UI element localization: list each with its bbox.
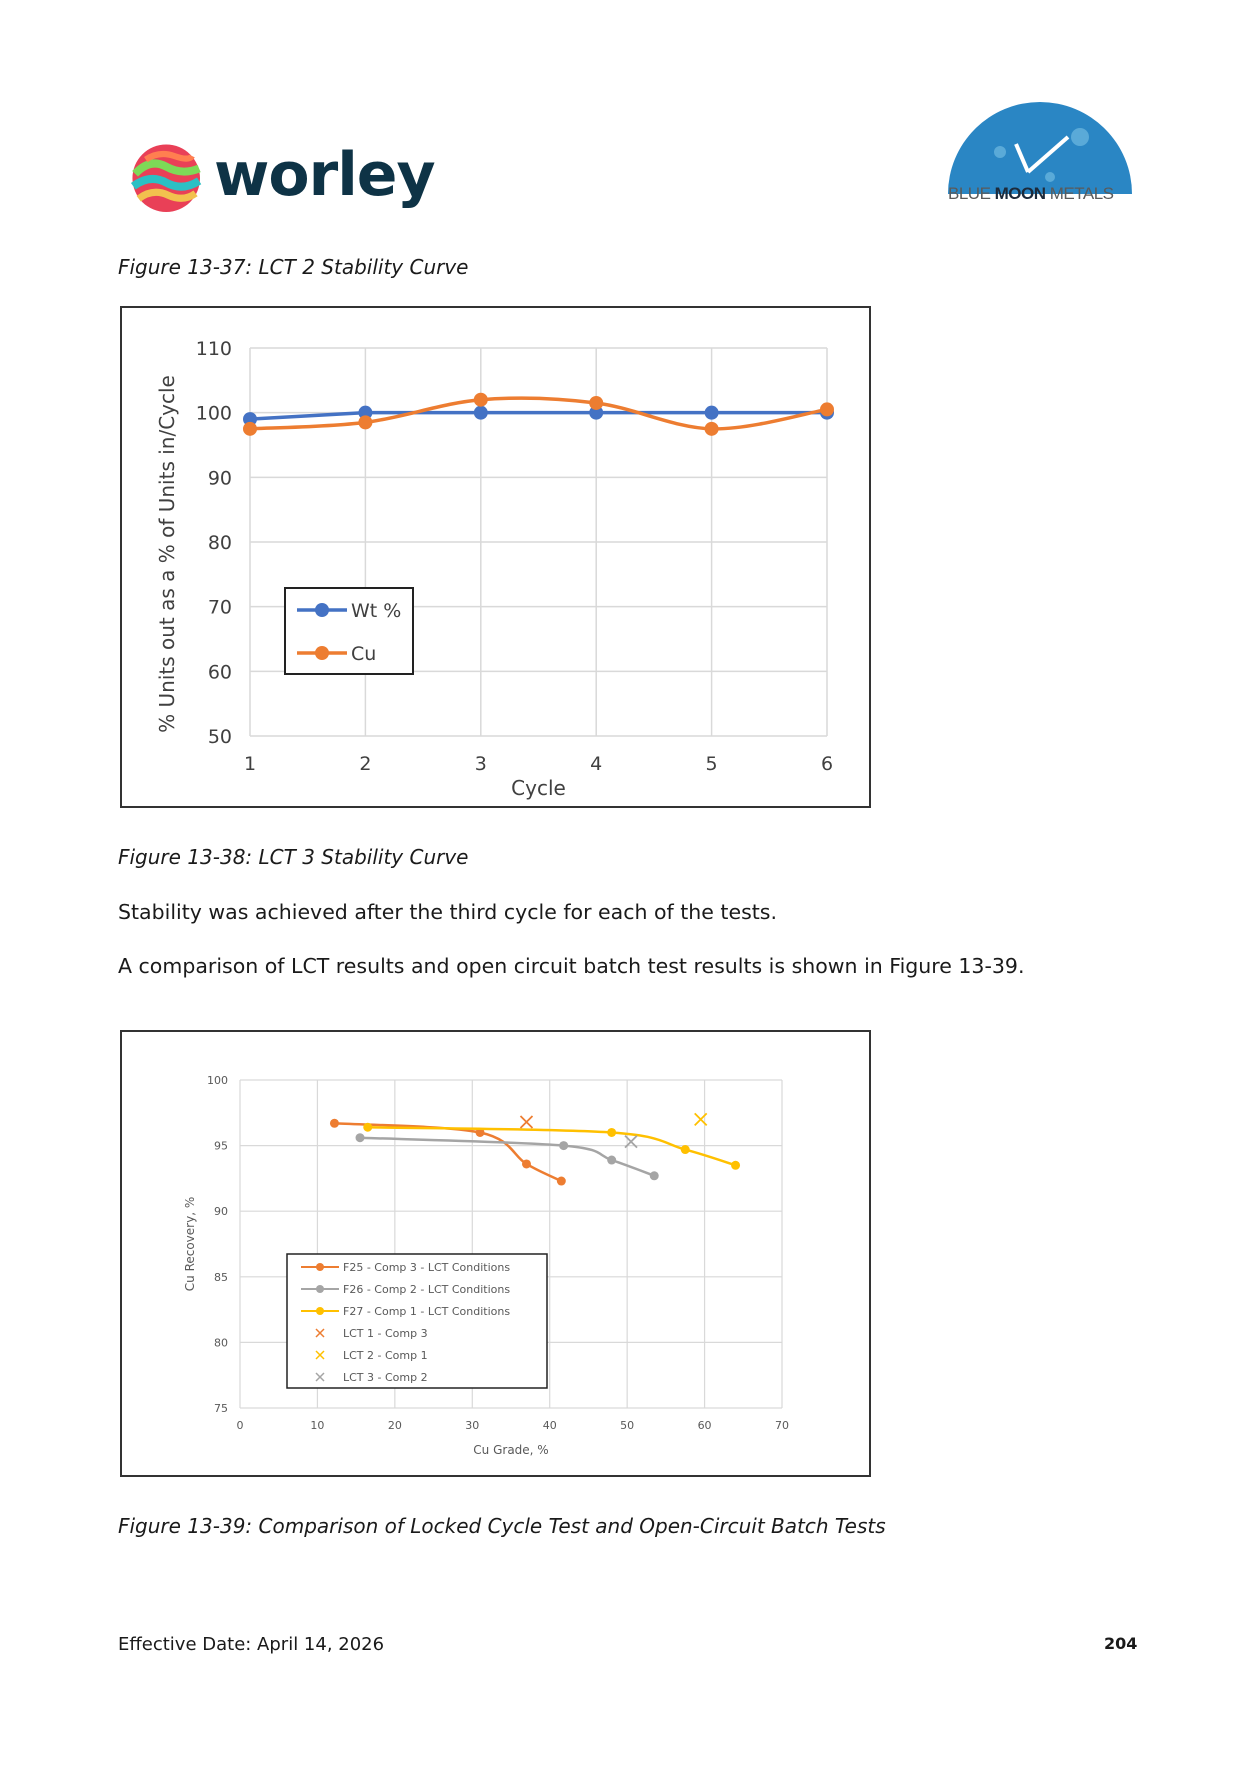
y-tick-label: 80 <box>214 1336 228 1350</box>
worley-logo-mark <box>128 140 208 220</box>
data-point <box>820 402 834 416</box>
x-tick-label: 70 <box>775 1419 789 1432</box>
x-tick-label: 50 <box>620 1419 635 1432</box>
y-tick-label: 70 <box>207 596 232 619</box>
x-tick-label: 60 <box>697 1419 712 1432</box>
worley-logo-text: worley <box>214 140 435 210</box>
figure-13-38-caption: Figure 13-38: LCT 3 Stability Curve <box>118 845 469 869</box>
data-point <box>650 1171 659 1180</box>
legend-label: Wt % <box>351 600 402 622</box>
x-tick-label: 4 <box>590 753 603 775</box>
data-point <box>330 1119 339 1128</box>
series-line <box>334 1123 561 1181</box>
data-point <box>474 406 488 420</box>
footer-effective-date: Effective Date: April 14, 2026 <box>118 1634 385 1655</box>
paragraph-comparison: A comparison of LCT results and open circuit batch test results is shown in Figure 13-39. <box>118 954 1025 978</box>
legend-marker <box>316 1263 324 1271</box>
figure-13-37-caption: Figure 13-37: LCT 2 Stability Curve <box>118 255 469 279</box>
data-point <box>363 1123 372 1132</box>
y-tick-label: 50 <box>207 726 232 748</box>
y-axis-title: % Units out as a % of Units in/Cycle <box>155 375 179 733</box>
y-tick-label: 75 <box>214 1402 228 1415</box>
y-tick-label: 100 <box>195 402 232 425</box>
x-tick-label: 1 <box>243 753 257 775</box>
data-point <box>705 422 719 436</box>
legend-box <box>287 1254 547 1388</box>
legend-label: LCT 1 - Comp 3 <box>343 1327 428 1340</box>
data-point <box>243 422 257 436</box>
data-point <box>681 1145 690 1154</box>
data-point <box>607 1128 616 1137</box>
x-tick-label: 10 <box>310 1419 325 1432</box>
comparison-chart-frame <box>120 1030 871 1477</box>
x-tick-label: 5 <box>705 753 718 775</box>
legend-label: LCT 2 - Comp 1 <box>343 1349 428 1362</box>
figure-13-39-caption: Figure 13-39: Comparison of Locked Cycle Test and Open-Circuit Batch Tests <box>118 1514 886 1538</box>
y-tick-label: 80 <box>207 532 232 554</box>
y-axis-title: Cu Recovery, % <box>183 1196 197 1292</box>
data-point <box>474 393 488 407</box>
legend-marker <box>316 1307 324 1315</box>
blue-moon-metals-logo-text: BLUE MOON METALS <box>948 184 1114 203</box>
lct-stability-chart-frame <box>120 306 871 808</box>
comparison-chart <box>122 1032 869 1475</box>
legend-label: Cu <box>351 643 377 665</box>
y-tick-label: 85 <box>214 1270 228 1284</box>
series-line <box>368 1127 736 1165</box>
x-tick-label: 2 <box>359 753 372 775</box>
data-point <box>557 1177 566 1186</box>
x-tick-label: 3 <box>474 753 487 775</box>
data-point <box>589 396 603 410</box>
legend-label: F26 - Comp 2 - LCT Conditions <box>343 1283 511 1296</box>
legend-marker <box>315 646 329 660</box>
series-line-wt- <box>250 413 827 419</box>
x-tick-label: 0 <box>236 1419 244 1432</box>
x-axis-title: Cycle <box>511 776 566 800</box>
legend-marker <box>316 1285 324 1293</box>
data-point <box>356 1133 365 1142</box>
x-tick-label: 6 <box>820 753 834 775</box>
data-point <box>358 415 372 429</box>
y-tick-label: 60 <box>207 661 232 684</box>
data-point-x <box>520 1116 532 1128</box>
data-point <box>705 406 719 420</box>
paragraph-stability: Stability was achieved after the third cycle for each of the tests. <box>118 900 777 924</box>
data-point <box>731 1161 740 1170</box>
data-point <box>607 1156 616 1165</box>
y-tick-label: 90 <box>207 467 232 490</box>
data-point <box>522 1159 531 1168</box>
y-tick-label: 110 <box>195 338 232 360</box>
x-axis-title: Cu Grade, % <box>473 1443 549 1457</box>
legend-marker <box>315 603 329 617</box>
x-tick-label: 40 <box>542 1419 557 1432</box>
y-tick-label: 95 <box>214 1139 228 1153</box>
y-tick-label: 90 <box>214 1205 228 1219</box>
legend-label: LCT 3 - Comp 2 <box>343 1371 428 1384</box>
legend-label: F27 - Comp 1 - LCT Conditions <box>343 1305 511 1318</box>
legend-label: F25 - Comp 3 - LCT Conditions <box>343 1261 511 1274</box>
x-tick-label: 20 <box>387 1419 402 1432</box>
lct-stability-chart <box>122 308 869 806</box>
x-tick-label: 30 <box>465 1419 480 1432</box>
footer-page-number: 204 <box>1104 1634 1138 1653</box>
data-point <box>559 1141 568 1150</box>
y-tick-label: 100 <box>207 1074 228 1087</box>
